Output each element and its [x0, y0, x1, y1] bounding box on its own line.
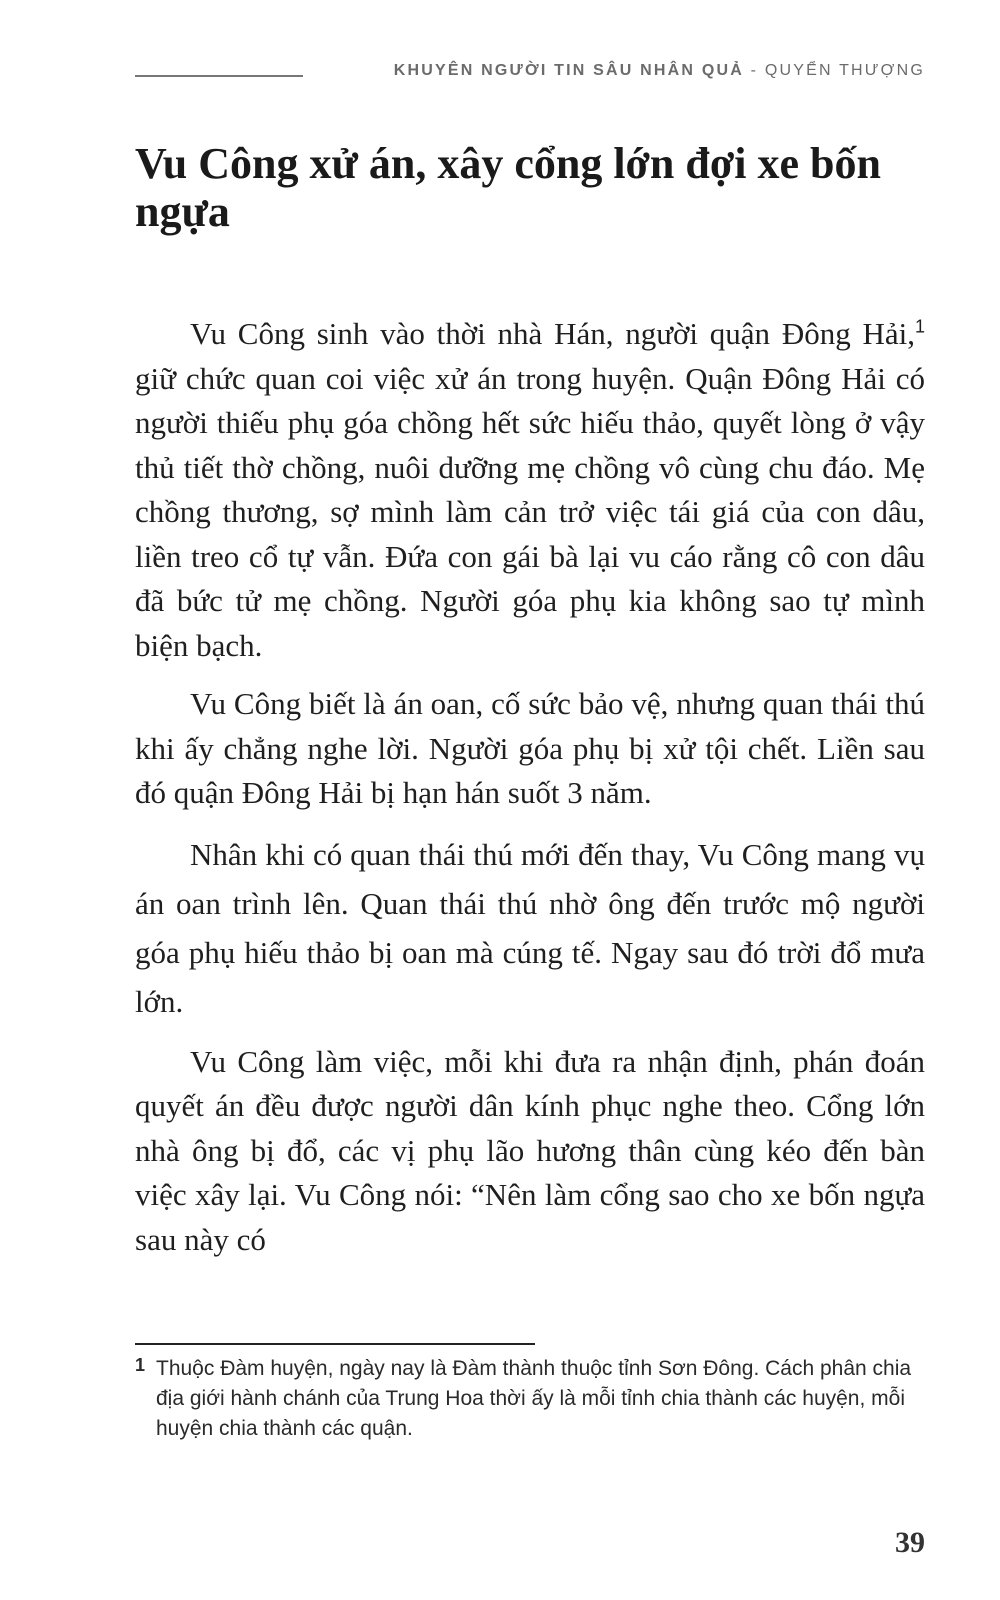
paragraph-text: Vu Công sinh vào thời nhà Hán, người quận Đông Hải, — [190, 316, 915, 351]
body-text — [135, 312, 925, 1276]
paragraph: Vu Công làm việc, mỗi khi đưa ra nhận định, phán đoán quyết án đều được người dân kính phục nghe theo. Cổng lớn nhà ông bị đổ, các vị phụ lão hương thân cùng kéo đến bàn việc xây lại. Vu Công nói: “Nên làm cổng sao cho xe bốn ngựa sau này có — [135, 1043, 925, 1257]
header-volume: QUYỂN THƯỢNG — [764, 62, 925, 79]
paragraph-text: giữ chức quan coi việc xử án trong huyện. Quận Đông Hải có người thiếu phụ góa chồng hết sức hiếu thảo, quyết lòng ở vậy thủ tiết thờ chồng, nuôi dưỡng mẹ chồng vô cùng chu đáo. Mẹ chồng thương, sợ mình làm cản trở việc tái giá của con dâu, liền treo cổ tự vẫn. Đứa con gái bà lại vu cáo rằng cô con dâu đã bức tử mẹ chồng. Người góa phụ kia không sao tự mình biện bạch. — [135, 360, 925, 663]
running-header — [135, 56, 925, 96]
running-header-text — [394, 62, 925, 80]
paragraph — [135, 312, 925, 668]
footnote-text: Thuộc Đàm huyện, ngày nay là Đàm thành thuộc tỉnh Sơn Đông. Cách phân chia địa giới hành chánh của Trung Hoa thời ấy là mỗi tỉnh chia thành các huyện, mỗi huyện chia thành các quận. — [156, 1357, 912, 1440]
chapter-title: Vu Công xử án, xây cổng lớn đợi xe bốn ngựa — [135, 139, 881, 236]
footnote-number: 1 — [135, 1355, 146, 1375]
paragraph: Nhân khi có quan thái thú mới đến thay, Vu Công mang vụ án oan trình lên. Quan thái thú nhờ ông đến trước mộ người góa phụ hiếu thảo bị oan mà cúng tế. Ngay sau đó trời đổ mưa lớn. — [135, 836, 925, 1019]
page-number: 39 — [895, 1526, 925, 1559]
header-rule — [135, 75, 303, 77]
header-separator: - — [744, 62, 765, 79]
footnote — [135, 1354, 925, 1444]
footnote-divider — [135, 1343, 535, 1345]
paragraph: Vu Công biết là án oan, cố sức bảo vệ, nhưng quan thái thú khi ấy chẳng nghe lời. Người góa phụ bị xử tội chết. Liền sau đó quận Đông Hải bị hạn hán suốt 3 năm. — [135, 686, 925, 810]
header-book-title: KHUYÊN NGƯỜI TIN SÂU NHÂN QUẢ — [393, 62, 744, 79]
footnote-reference[interactable]: 1 — [914, 316, 925, 337]
